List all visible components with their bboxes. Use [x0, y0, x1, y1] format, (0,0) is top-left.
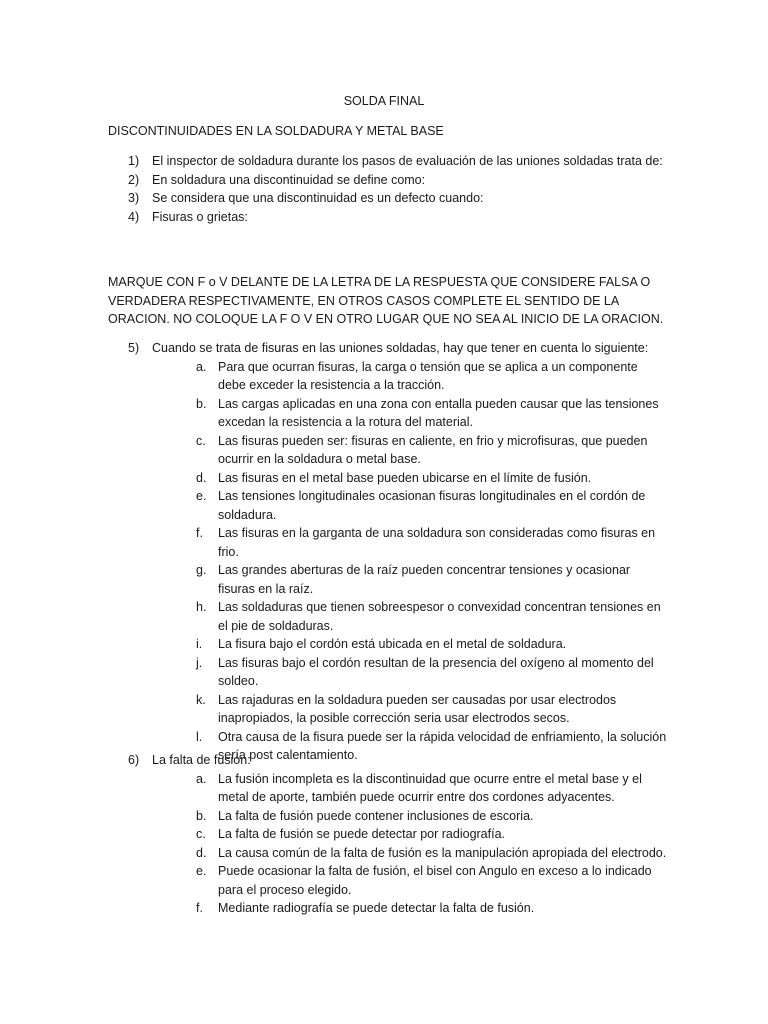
option-text: Las cargas aplicadas en una zona con entalla pueden causar que las tensiones excedan la resistencia a la rotura del material. [218, 396, 659, 429]
answer-option [152, 432, 668, 469]
answer-option [152, 358, 668, 395]
answer-option [152, 561, 668, 598]
question-number: 1) [128, 154, 140, 168]
question-number: 2) [128, 172, 140, 187]
question-text: Se considera que una discontinuidad es un defecto cuando: [152, 191, 484, 205]
answer-option [152, 635, 668, 654]
question-text: En soldadura una discontinuidad se define como: [152, 172, 426, 187]
answer-options [152, 358, 668, 765]
question-item [108, 171, 668, 190]
option-text: Las fisuras bajo el cordón resultan de la presencia del oxígeno al momento del soldeo. [218, 655, 654, 688]
option-text: Las fisuras en la garganta de una soldadura son consideradas como fisuras en frio. [218, 526, 656, 559]
question-item [108, 339, 668, 765]
answer-option [152, 862, 668, 899]
question-text: El inspector de soldadura durante los pasos de evaluación de las uniones soldadas trata de: [152, 154, 663, 168]
answer-option [152, 807, 668, 826]
instructions-paragraph: MARQUE CON F o V DELANTE DE LA LETRA DE LA RESPUESTA QUE CONSIDERE FALSA O VERDADERA RESPECTIVAMENTE, EN OTROS CASOS COMPLETE EL SENTIDO DE LA ORACION. NO COLOQUE LA F O V EN OTRO LUGAR QUE NO SEA AL INICIO DE LA ORACION. [108, 275, 664, 326]
question-text: La falta de fusión: [152, 753, 251, 767]
question-item [108, 208, 668, 227]
option-text: Puede ocasionar la falta de fusión, el bisel con Angulo en exceso a lo indicado para el proceso elegido. [218, 864, 652, 897]
option-letter: j. [196, 655, 203, 670]
question-5 [108, 339, 668, 765]
option-text: Las rajaduras en la soldadura pueden ser causadas por usar electrodos inapropiados, la posible corrección seria usar electrodos secos. [218, 692, 617, 725]
answer-option [152, 395, 668, 432]
answer-option [152, 825, 668, 844]
option-letter: i. [196, 637, 203, 651]
question-number: 5) [128, 341, 140, 355]
document-title: SOLDA FINAL [343, 94, 425, 108]
option-text: Las soldaduras que tienen sobreespesor o convexidad concentran tensiones en el pie de soldaduras. [218, 600, 661, 633]
question-text: Fisuras o grietas: [152, 209, 248, 224]
section-heading: DISCONTINUIDADES EN LA SOLDADURA Y METAL BASE [108, 124, 444, 138]
question-6 [108, 751, 668, 918]
option-letter: d. [196, 845, 207, 860]
answer-option [152, 598, 668, 635]
option-letter: k. [196, 692, 206, 707]
option-text: Mediante radiografía se puede detectar la falta de fusión. [218, 901, 535, 915]
option-letter: f. [196, 901, 203, 915]
option-letter: a. [196, 359, 207, 374]
option-text: Las grandes aberturas de la raíz pueden concentrar tensiones y ocasionar fisuras en la raíz. [218, 563, 631, 596]
question-list-intro [108, 152, 668, 226]
answer-option [152, 487, 668, 524]
option-letter: b. [196, 808, 207, 823]
question-number: 3) [128, 191, 140, 205]
question-text: Cuando se trata de fisuras en las uniones soldadas, hay que tener en cuenta lo siguiente: [152, 341, 649, 355]
option-letter: f. [196, 526, 203, 540]
option-text: Las fisuras en el metal base pueden ubicarse en el límite de fusión. [218, 470, 592, 485]
question-item [108, 751, 668, 918]
option-text: Las fisuras pueden ser: fisuras en caliente, en frio y microfisuras, que pueden ocurrir en la soldadura o metal base. [218, 433, 648, 466]
answer-option [152, 654, 668, 691]
option-text: Para que ocurran fisuras, la carga o tensión que se aplica a un componente debe exceder la resistencia a la tracción. [218, 359, 638, 392]
question-number: 6) [128, 753, 140, 767]
answer-option [152, 844, 668, 863]
option-letter: g. [196, 563, 207, 577]
option-letter: e. [196, 864, 207, 878]
option-letter: l. [196, 729, 203, 744]
option-text: Otra causa de la fisura puede ser la rápida velocidad de enfriamiento, la solución sería post calentamiento. [218, 729, 667, 762]
option-letter: e. [196, 489, 207, 503]
question-item [108, 152, 668, 171]
answer-option [152, 899, 668, 918]
option-text: Las tensiones longitudinales ocasionan fisuras longitudinales en el cordón de soldadura. [218, 489, 646, 522]
option-text: La fusión incompleta es la discontinuidad que ocurre entre el metal base y el metal de aporte, también puede ocurrir entre dos cordones adyacentes. [218, 771, 642, 804]
option-text: La falta de fusión puede contener inclusiones de escoria. [218, 808, 534, 823]
option-letter: h. [196, 600, 207, 614]
question-item [108, 189, 668, 208]
answer-option [152, 469, 668, 488]
option-text: La falta de fusión se puede detectar por radiografía. [218, 827, 505, 841]
option-letter: d. [196, 470, 207, 485]
answer-options [152, 770, 668, 918]
option-letter: c. [196, 433, 206, 448]
answer-option [152, 691, 668, 728]
option-text: La causa común de la falta de fusión es la manipulación apropiada del electrodo. [218, 845, 667, 860]
option-letter: c. [196, 827, 206, 841]
option-text: La fisura bajo el cordón está ubicada en el metal de soldadura. [218, 637, 567, 651]
question-number: 4) [128, 209, 140, 224]
option-letter: a. [196, 771, 207, 786]
answer-option [152, 770, 668, 807]
answer-option [152, 524, 668, 561]
option-letter: b. [196, 396, 207, 411]
